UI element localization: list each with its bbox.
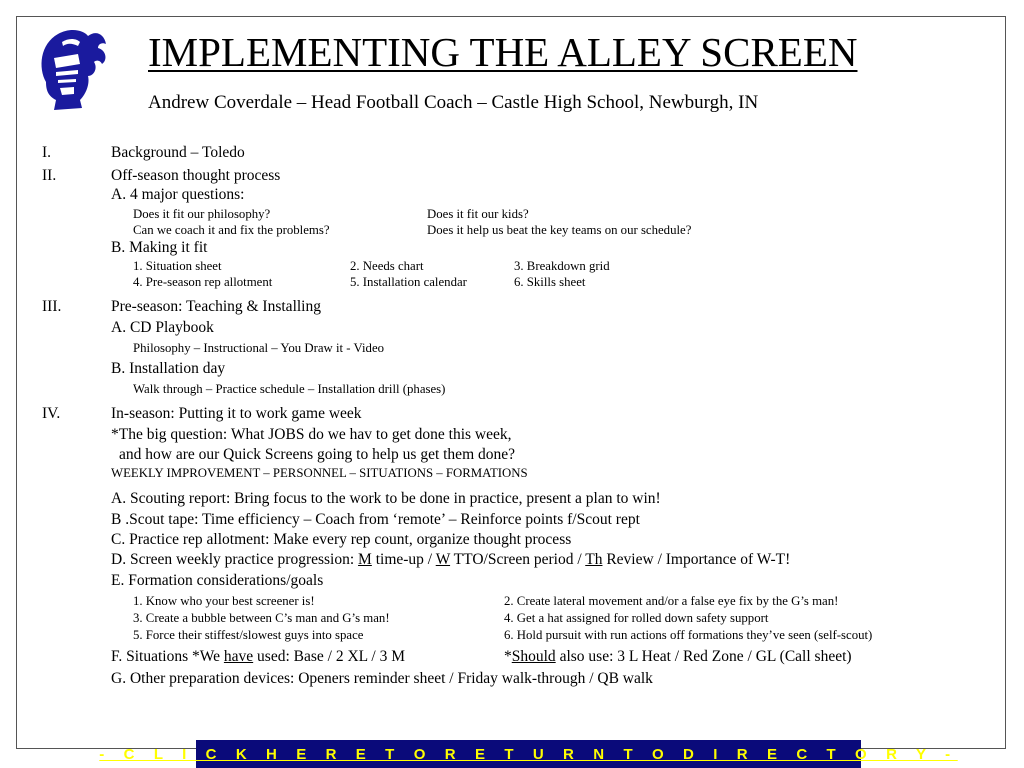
list-item: 6. Hold pursuit with run actions off formations they’ve seen (self-scout) <box>504 628 873 642</box>
list-item: 6. Skills sheet <box>514 275 586 289</box>
subsection-4e: E. Formation considerations/goals <box>111 572 324 589</box>
section-number-1: I. <box>42 144 52 161</box>
list-item: 4. Get a hat assigned for rolled down safety support <box>504 611 769 625</box>
list-item: 4. Pre-season rep allotment <box>133 275 273 289</box>
section-number-3: III. <box>42 298 62 315</box>
section-heading-3: Pre-season: Teaching & Installing <box>111 298 321 315</box>
text: TTO/Screen period / <box>450 551 586 568</box>
section-heading-1: Background – Toledo <box>111 144 245 161</box>
subsection-2b: B. Making it fit <box>111 239 208 256</box>
footer-bar <box>99 740 958 768</box>
text: * <box>504 648 512 665</box>
list-item: 3. Create a bubble between C’s man and G’s man! <box>133 611 390 625</box>
subsection-4f <box>111 648 405 666</box>
text: Review / Importance of W-T! <box>602 551 791 568</box>
text: D. Screen weekly practice progression: <box>111 551 359 568</box>
page-subtitle: Andrew Coverdale – Head Football Coach – Castle High School, Newburgh, IN <box>148 92 759 113</box>
subsection-4b: B .Scout tape: Time efficiency – Coach from ‘remote’ – Reinforce points f/Scout rept <box>111 511 640 528</box>
underlined-day: M <box>358 551 372 568</box>
text: also use: 3 L Heat / Red Zone / GL (Call sheet) <box>555 648 852 665</box>
question-4: Does it help us beat the key teams on our schedule? <box>427 223 692 237</box>
return-to-directory-link[interactable]: - C L I C K H E R E T O R E T U R N T O D I R E C T O R Y - <box>99 745 958 763</box>
list-item: 5. Installation calendar <box>350 275 467 289</box>
section-heading-2: Off-season thought process <box>111 167 281 184</box>
underlined-word: have <box>223 648 254 665</box>
page-title: IMPLEMENTING THE ALLEY SCREEN <box>148 29 858 75</box>
question-2: Does it fit our kids? <box>427 207 529 221</box>
subsection-4f-should <box>504 648 852 666</box>
subsection-4c: C. Practice rep allotment: Make every rep count, organize thought process <box>111 531 572 548</box>
subsection-4d <box>111 551 790 569</box>
section-heading-4: In-season: Putting it to work game week <box>111 405 362 422</box>
list-item: 2. Create lateral movement and/or a false eye fix by the G’s man! <box>504 594 839 608</box>
text: F. Situations *We <box>111 648 224 665</box>
text: used: Base / 2 XL / 3 M <box>253 648 406 665</box>
subsection-3b-detail: Walk through – Practice schedule – Installation drill (phases) <box>133 382 446 396</box>
subsection-4g: G. Other preparation devices: Openers reminder sheet / Friday walk-through / QB walk <box>111 670 653 687</box>
section-number-4: IV. <box>42 405 61 422</box>
subsection-2a: A. 4 major questions: <box>111 186 245 203</box>
subsection-3a-detail: Philosophy – Instructional – You Draw it - Video <box>133 341 385 355</box>
big-question-line-1: *The big question: What JOBS do we hav to get done this week, <box>111 426 512 443</box>
subsection-4a: A. Scouting report: Bring focus to the work to be done in practice, present a plan to win! <box>111 490 661 507</box>
big-question-line-2: and how are our Quick Screens going to help us get them done? <box>119 446 516 463</box>
underlined-day: W <box>435 551 451 568</box>
underlined-word: Should <box>511 648 556 665</box>
question-3: Can we coach it and fix the problems? <box>133 223 330 237</box>
text: time-up / <box>371 551 436 568</box>
knight-helmet-icon <box>32 24 108 112</box>
weekly-focus: WEEKLY IMPROVEMENT – PERSONNEL – SITUATIONS – FORMATIONS <box>111 466 528 480</box>
list-item: 2. Needs chart <box>350 259 424 273</box>
list-item: 1. Know who your best screener is! <box>133 594 315 608</box>
underlined-day: Th <box>585 551 603 568</box>
list-item: 5. Force their stiffest/slowest guys into space <box>133 628 364 642</box>
list-item: 3. Breakdown grid <box>514 259 610 273</box>
question-1: Does it fit our philosophy? <box>133 207 271 221</box>
section-number-2: II. <box>42 167 57 184</box>
subsection-3a: A. CD Playbook <box>111 319 214 336</box>
subsection-3b: B. Installation day <box>111 360 226 377</box>
list-item: 1. Situation sheet <box>133 259 222 273</box>
